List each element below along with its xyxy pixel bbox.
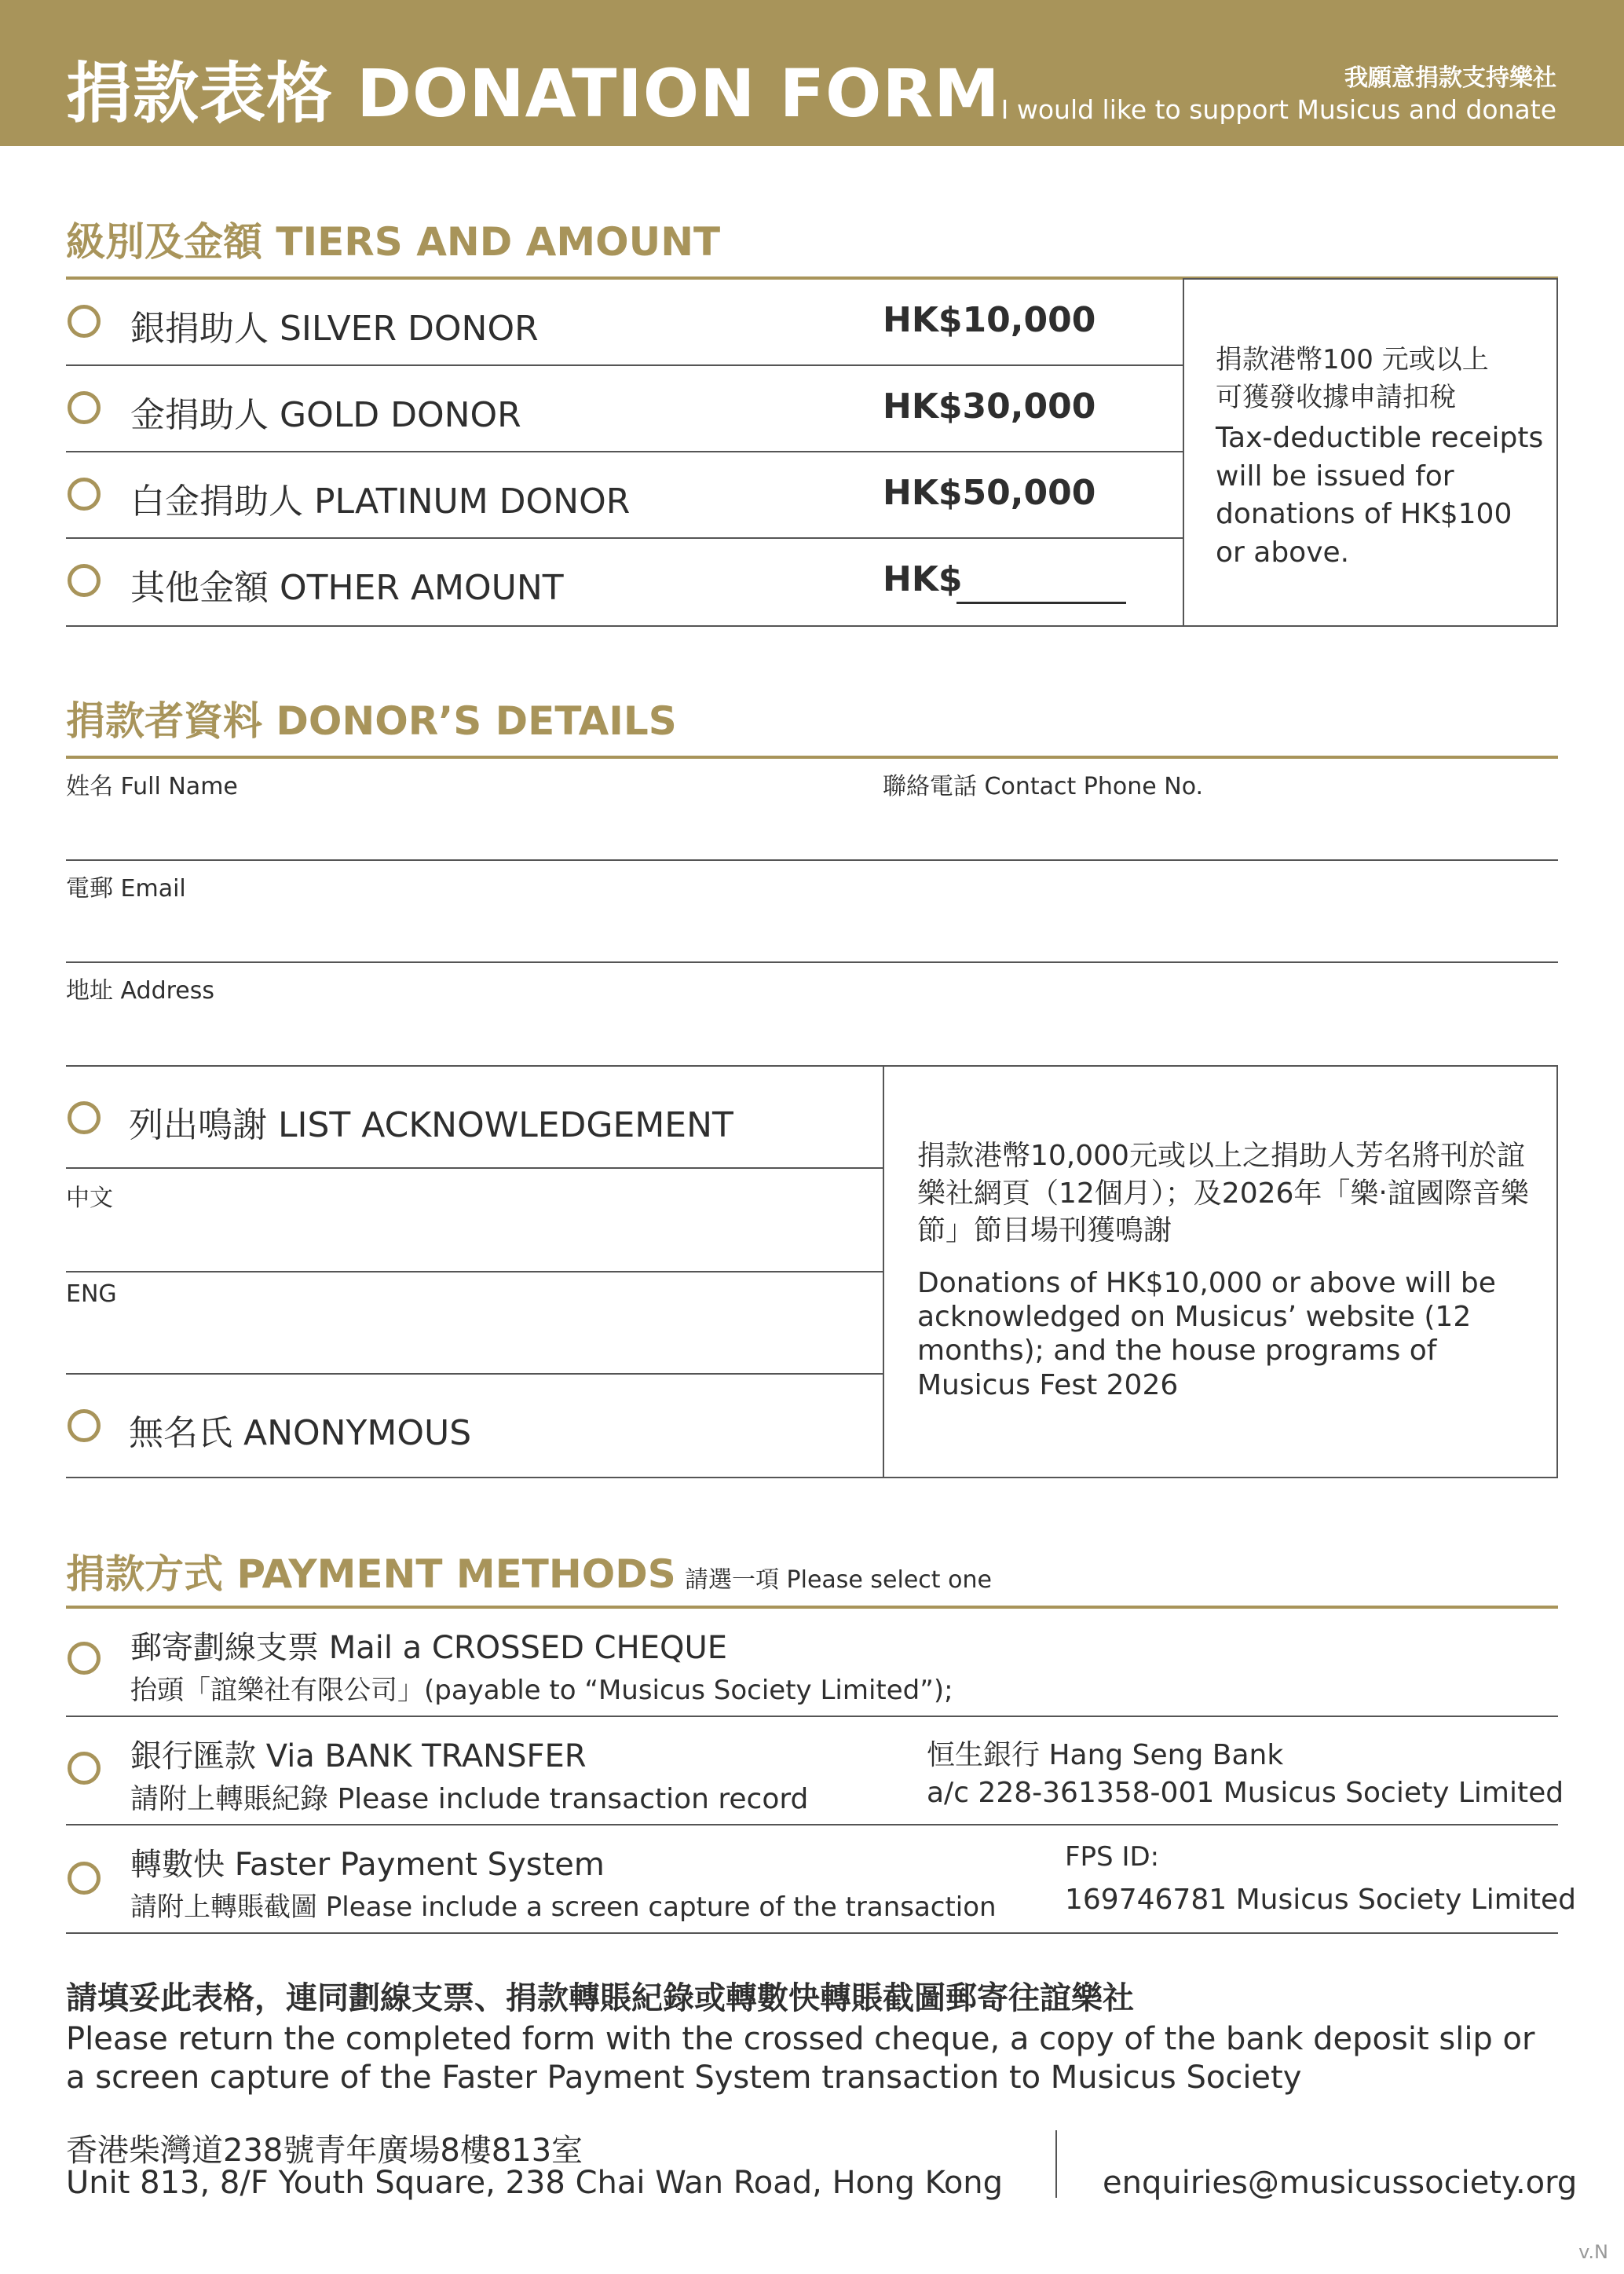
fps-id-value: 169746781 Musicus Society Limited: [1065, 1884, 1576, 1916]
payment-row-divider: [66, 1932, 1558, 1934]
donor-divider: [66, 756, 1558, 759]
fps-sub: 請附上轉賬截圖 Please include a screen capture of the transaction: [130, 1891, 997, 1923]
chinese-name-label: 中文: [66, 1185, 113, 1212]
payment-section-title: 捐款方式 PAYMENT METHODS: [66, 1551, 676, 1597]
donor-section-title: 捐款者資料 DONOR’S DETAILS: [66, 698, 677, 744]
cheque-title: 郵寄劃線支票 Mail a CROSSED CHEQUE: [130, 1630, 727, 1666]
header-subtitle-en: I would like to support Musicus and donate: [1000, 94, 1556, 125]
email-label: 電郵 Email: [66, 875, 186, 903]
english-name-field-line[interactable]: [66, 1373, 883, 1375]
tier-divider: [66, 451, 1183, 452]
list-acknowledgement-radio[interactable]: [68, 1101, 101, 1134]
footer-separator: [1055, 2130, 1057, 2198]
cheque-payee: 抬頭「誼樂社有限公司」(payable to “Musicus Society Limited”);: [130, 1675, 953, 1706]
gold-donor-radio[interactable]: [68, 391, 101, 424]
fps-id-label: FPS ID:: [1065, 1841, 1160, 1873]
return-instructions-zh: 請填妥此表格，連同劃線支票、捐款轉賬紀錄或轉數快轉賬截圖郵寄往誼樂社: [66, 1980, 1134, 2016]
silver-donor-radio[interactable]: [68, 305, 101, 338]
bank-transfer-sub: 請附上轉賬紀錄 Please include transaction record: [130, 1783, 809, 1815]
full-name-phone-field-line[interactable]: [66, 859, 1558, 861]
return-instructions-en: Please return the completed form with the crossed cheque, a copy of the bank deposit slip or a screen capture of the Faster Payment System transaction to Musicus Society: [66, 2021, 1535, 2096]
other-amount-label: 其他金額 OTHER AMOUNT: [130, 568, 564, 608]
fps-radio[interactable]: [68, 1862, 101, 1895]
tax-note-zh-2: 可獲發收據申請扣稅: [1216, 382, 1456, 413]
version-mark: v.N: [1578, 2241, 1608, 2263]
address-zh: 香港柴灣道238號青年廣場8樓813室: [66, 2133, 583, 2169]
platinum-donor-radio[interactable]: [68, 478, 101, 511]
payment-row-divider: [66, 1824, 1558, 1825]
platinum-donor-label: 白金捐助人 PLATINUM DONOR: [130, 482, 631, 522]
tax-note-en: Tax-deductible receipts will be issued for donations of HK$100 or above.: [1216, 422, 1544, 569]
tax-note-zh-1: 捐款港幣100 元或以上: [1216, 344, 1489, 375]
phone-label: 聯絡電話 Contact Phone No.: [883, 773, 1204, 800]
header-banner: [0, 0, 1624, 146]
full-name-label: 姓名 Full Name: [66, 773, 238, 800]
cheque-radio[interactable]: [68, 1642, 101, 1675]
bank-transfer-title: 銀行匯款 Via BANK TRANSFER: [130, 1738, 587, 1774]
header-subtitle-zh: 我願意捐款支持樂社: [1344, 64, 1556, 92]
acknowledgement-note-zh: 捐款港幣10,000元或以上之捐助人芳名將刊於誼樂社網頁（12個月）；及2026年「樂‧誼國際音樂節」節目場刊獲鳴謝: [917, 1140, 1529, 1247]
other-amount-radio[interactable]: [68, 564, 101, 597]
bank-name: 恒生銀行 Hang Seng Bank: [927, 1739, 1284, 1771]
list-acknowledgement-label: 列出鳴謝 LIST ACKNOWLEDGEMENT: [129, 1105, 733, 1145]
silver-donor-label: 銀捐助人 SILVER DONOR: [130, 309, 539, 349]
address-en: Unit 813, 8/F Youth Square, 238 Chai Wan Road, Hong Kong: [66, 2165, 1004, 2201]
tier-divider: [66, 537, 1183, 539]
payment-row-divider: [66, 1716, 1558, 1717]
silver-donor-amount: HK$10,000: [883, 300, 1096, 340]
ack-divider: [66, 1477, 883, 1478]
fps-title: 轉數快 Faster Payment System: [130, 1847, 605, 1883]
gold-donor-amount: HK$30,000: [883, 386, 1096, 427]
other-amount-input-line[interactable]: [956, 602, 1126, 604]
gold-donor-label: 金捐助人 GOLD DONOR: [130, 395, 521, 435]
tier-divider: [66, 625, 1183, 627]
english-name-label: ENG: [66, 1280, 117, 1308]
tiers-section-title: 級別及金額 TIERS AND AMOUNT: [66, 219, 721, 265]
anonymous-label: 無名氏 ANONYMOUS: [129, 1413, 472, 1453]
chinese-name-field-line[interactable]: [66, 1271, 883, 1272]
tier-divider: [66, 364, 1183, 366]
acknowledgement-note-en: Donations of HK$10,000 or above will be acknowledged on Musicus’ website (12 months); and the house programs of Musicus Fest 2026: [917, 1267, 1496, 1401]
form-title: 捐款表格 DONATION FORM: [66, 55, 1000, 132]
bank-transfer-radio[interactable]: [68, 1752, 101, 1785]
payment-divider: [66, 1606, 1558, 1609]
ack-divider: [66, 1167, 883, 1169]
platinum-donor-amount: HK$50,000: [883, 473, 1096, 513]
address-label: 地址 Address: [66, 977, 215, 1005]
email-field-line[interactable]: [66, 961, 1558, 963]
other-amount-currency: HK$: [883, 559, 963, 599]
contact-email[interactable]: enquiries@musicussociety.org: [1103, 2165, 1578, 2201]
anonymous-radio[interactable]: [68, 1409, 101, 1442]
bank-account: a/c 228-361358-001 Musicus Society Limited: [927, 1777, 1564, 1809]
payment-select-hint: 請選一項 Please select one: [685, 1566, 992, 1594]
